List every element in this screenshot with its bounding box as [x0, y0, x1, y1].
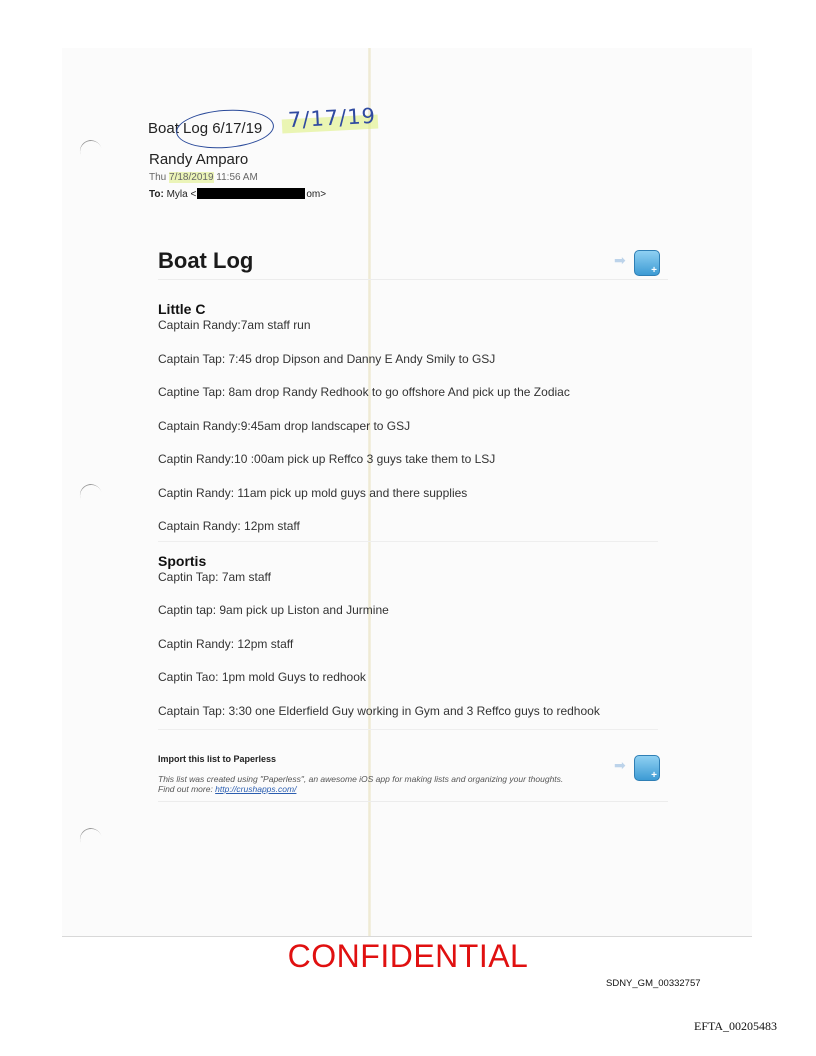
doc-title: Boat Log: [158, 248, 254, 273]
log-entry: Captain Randy: 12pm staff: [158, 519, 300, 533]
log-entry: Captain Tap: 7:45 drop Dipson and Danny E Andy Smily to GSJ: [158, 352, 496, 366]
email-sender: Randy Amparo: [149, 151, 249, 168]
section-title-sportis: Sportis: [158, 553, 207, 569]
log-entry: Captin Tao: 1pm mold Guys to redhook: [158, 670, 366, 684]
paperless-app-icon[interactable]: [634, 755, 660, 781]
email-recipient: [149, 188, 326, 200]
redaction-bar: [197, 188, 305, 199]
import-note: [158, 774, 628, 794]
log-entry: Captin Tap: 7am staff: [158, 570, 271, 584]
import-note-text: This list was created using "Paperless", an awesome iOS app for making lists and organizing your thoughts.: [158, 774, 564, 784]
title-divider: [158, 279, 668, 280]
arrow-right-icon: ➡: [614, 757, 626, 773]
log-entry: Captin Randy:10 :00am pick up Reffco 3 guys take them to LSJ: [158, 452, 496, 466]
email-date-marked: 7/18/2019: [169, 172, 214, 183]
section-title-little-c: Little C: [158, 301, 206, 317]
log-entry: Captin Randy: 11am pick up mold guys and there supplies: [158, 486, 468, 500]
log-entry: Captin tap: 9am pick up Liston and Jurmine: [158, 603, 389, 617]
arrow-right-icon: ➡: [614, 252, 626, 268]
email-date-prefix: Thu: [149, 172, 170, 183]
to-label: To:: [149, 189, 164, 200]
confidential-stamp: CONFIDENTIAL: [287, 938, 529, 974]
to-end: om>: [306, 189, 327, 200]
log-entry: Captain Randy:9:45am drop landscaper to GSJ: [158, 419, 411, 433]
email-date-time: 11:56 AM: [213, 172, 258, 183]
log-entry: Captine Tap: 8am drop Randy Redhook to go offshore And pick up the Zodiac: [158, 385, 570, 399]
section-divider: [158, 541, 658, 542]
to-name: Myla <: [166, 189, 197, 200]
log-entry: Captain Tap: 3:30 one Elderfield Guy working in Gym and 3 Reffco guys to redhook: [158, 704, 600, 718]
handwritten-date: 7/17/19: [287, 103, 377, 133]
footer-divider: [158, 801, 668, 802]
email-subject: Boat Log 6/17/19: [148, 120, 263, 137]
efta-number: EFTA_00205483: [694, 1019, 778, 1033]
section-divider: [158, 729, 658, 730]
crushapps-link[interactable]: http://crushapps.com/: [215, 784, 297, 794]
bates-number: SDNY_GM_00332757: [606, 978, 701, 989]
log-entry: Captain Randy:7am staff run: [158, 318, 311, 332]
log-entry: Captin Randy: 12pm staff: [158, 637, 294, 651]
email-date: [149, 172, 258, 183]
find-more-label: Find out more:: [158, 784, 216, 794]
import-title: Import this list to Paperless: [158, 754, 277, 764]
paperless-app-icon[interactable]: [634, 250, 660, 276]
